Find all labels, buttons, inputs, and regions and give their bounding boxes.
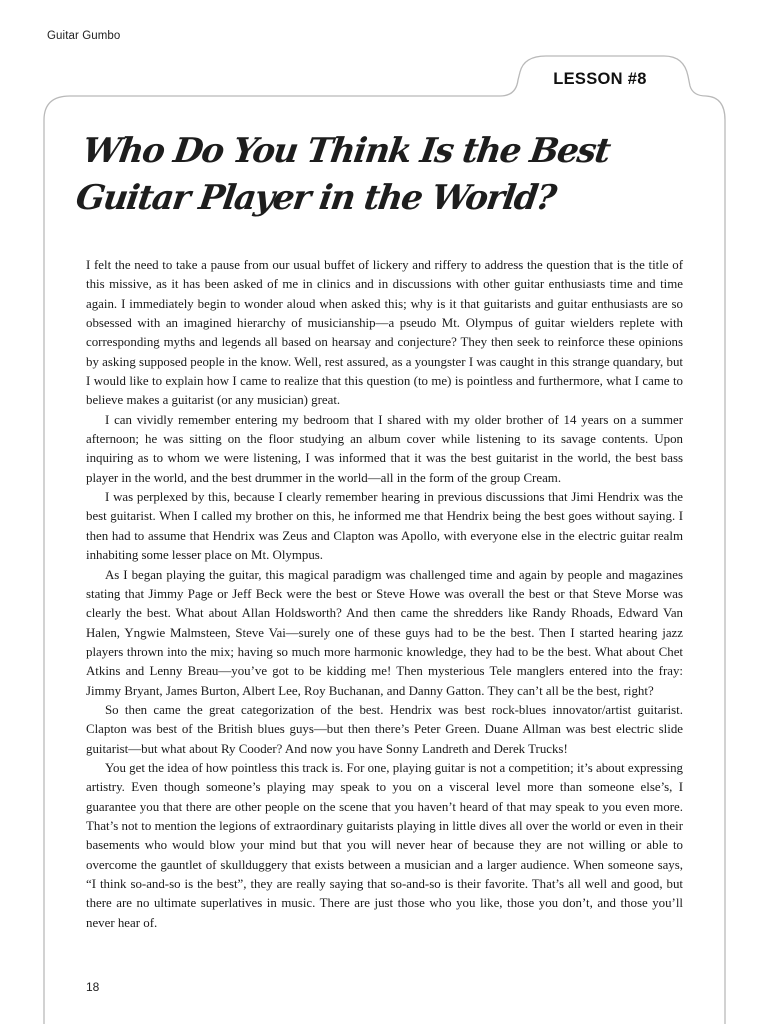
paragraph: So then came the great categorization of the best. Hendrix was best rock-blues innovator/artist guitarist. Clapton was best of the British blues guys—but then there’s Peter Green. Duane Allman was best electric slide guitarist—but what about Ry Cooder? And now you have Sonny Landreth and Derek Trucks! [86, 702, 683, 756]
paragraph: I felt the need to take a pause from our usual buffet of lickery and riffery to address the question that is the title of this missive, as it has been asked of me in clinics and in discussions with other guitar enthusiasts time and time again. I immediately begin to wonder aloud when asked this; why is it that guitarists and guitar enthusiasts are so obsessed with an imagined hierarchy of musicianship—a pseudo Mt. Olympus of guitar wielders replete with corresponding myths and legends all based on hearsay and conjecture? They then seek to reinforce these opinions by asking supposed people in the know. Well, rest assured, as a youngster I was caught in this strange quandary, but I would like to explain how I came to realize that this question (to me) is pointless and furthermore, what I came to believe makes a guitarist (or any musician) great. [86, 258, 683, 408]
page-title [73, 128, 696, 222]
paragraph: As I began playing the guitar, this magical paradigm was challenged time and again by people and magazines stating that Jimmy Page or Jeff Beck were the best or Steve Howe was overall the best or that Steve Morse was clearly the best. What about Allan Holdsworth? And then came the shredders like Randy Rhoads, Edward Van Halen, Yngwie Malmsteen, Steve Vai—surely one of these guys had to be the best. Then I started hearing jazz players thrown into the mix; having so much more harmonic knowledge, they had to be the best. What about Chet Atkins and Lenny Breau—you’ve got to be kidding me! Then mysterious Tele manglers entered into the fray: Jimmy Bryant, James Burton, Albert Lee, Roy Buchanan, and Danny Gatton. They can’t all be the best, right? [86, 567, 683, 698]
paragraph: I was perplexed by this, because I clearly remember hearing in previous discussions that Jimi Hendrix was the best guitarist. When I called my brother on this, he informed me that Hendrix being the best goes without saying. I then had to assume that Hendrix was Zeus and Clapton was Apollo, with everyone else in the electric guitar realm inhabiting some lesser place on Mt. Olympus. [86, 490, 683, 563]
article-body [86, 256, 683, 933]
lesson-label: LESSON #8 [553, 70, 647, 88]
title-line-2: Guitar Player in the World? [73, 178, 558, 218]
title-line-1: Who Do You Think Is the Best [79, 131, 612, 171]
paragraph: You get the idea of how pointless this track is. For one, playing guitar is not a competition; it’s about expressing artistry. Even though someone’s playing may speak to you on a visceral level more than someone else’s, I guarantee you that there are other people on the scene that you haven’t heard of that may speak to you even more. That’s not to mention the legions of extraordinary guitarists playing in little dives all over the world or even in their basements who would blow your mind but that you will never hear of because they are not willing or able to overcome the gauntlet of skullduggery that exists between a musician and a larger audience. When someone says, “I think so-and-so is the best”, they are really saying that so-and-so is their favorite. That’s all well and good, but there are no ultimate superlatives in music. There are just those who you like, those you don’t, and those you’ll never hear of. [86, 760, 683, 930]
running-head: Guitar Gumbo [47, 30, 121, 42]
page-number: 18 [86, 980, 100, 994]
paragraph: I can vividly remember entering my bedroom that I shared with my older brother of 14 years on a summer afternoon; he was sitting on the floor studying an album cover while listening to its savage contents. Upon inquiring as to whom we were listening, I was informed that it was the best guitarist in the world, the best bass player in the world, and the best drummer in the world—all in the form of the group Cream. [86, 412, 683, 485]
